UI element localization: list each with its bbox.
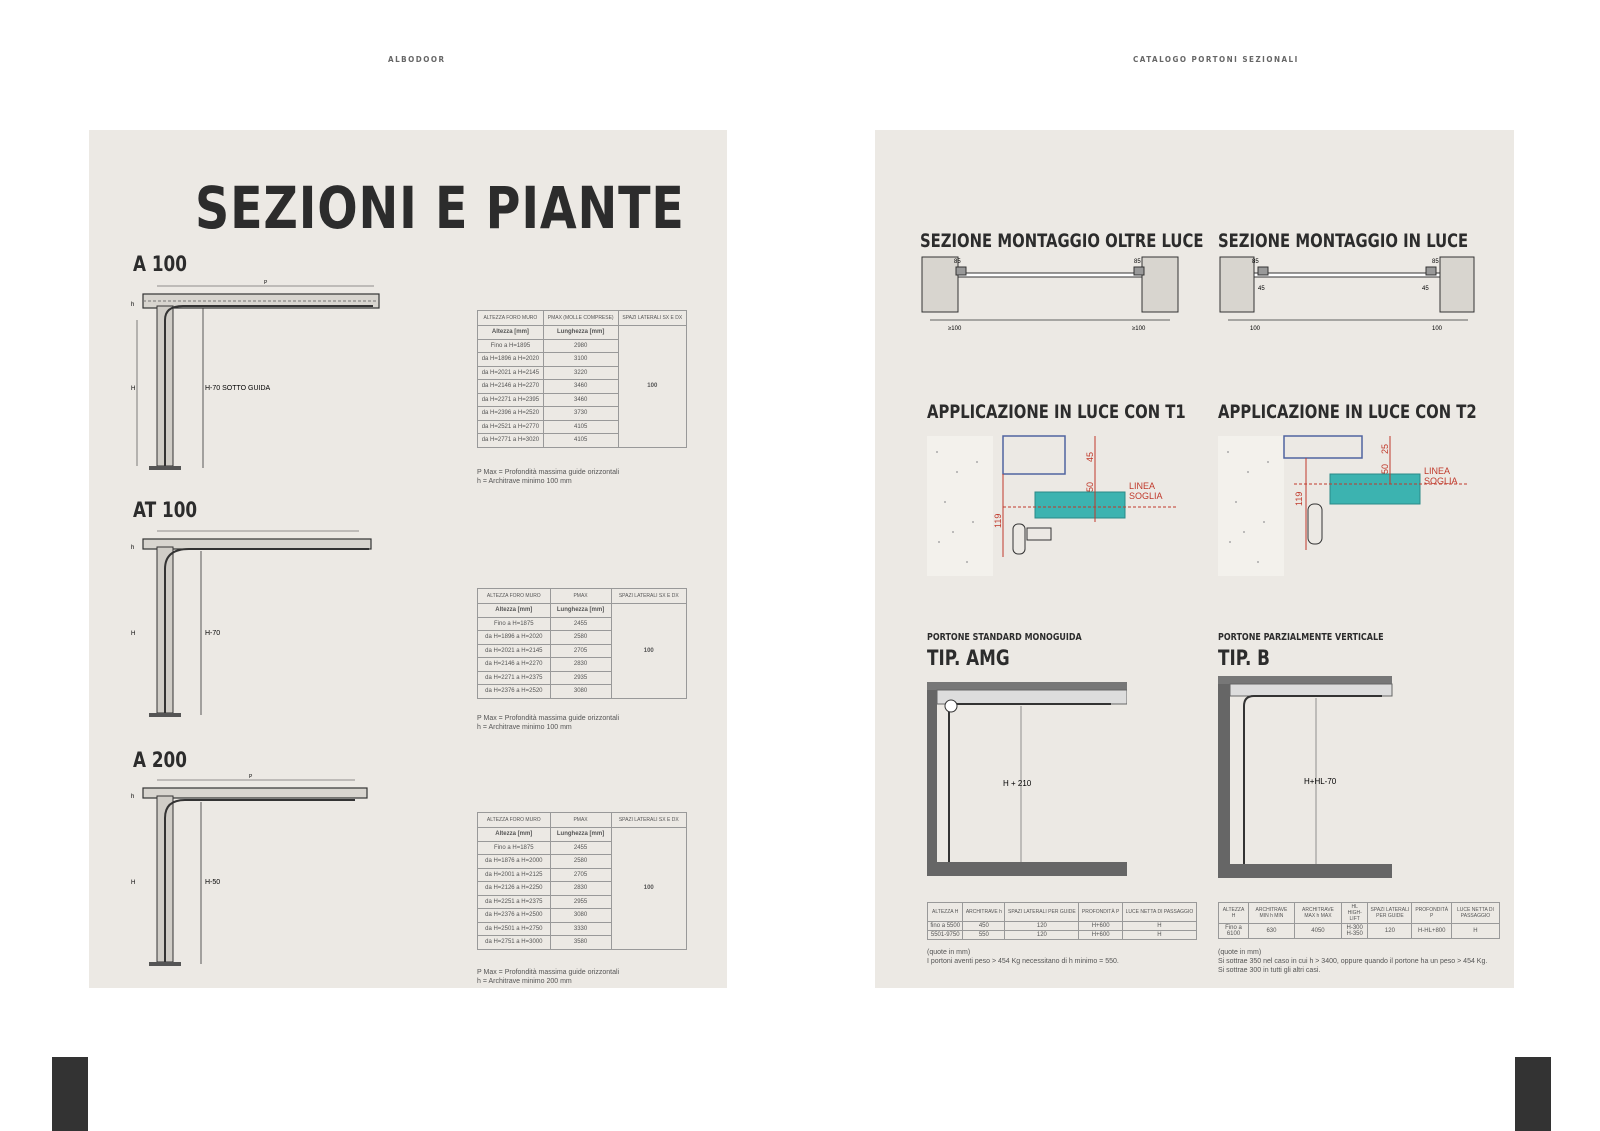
- svg-text:h: h: [131, 794, 135, 800]
- left-page-panel: [89, 130, 727, 988]
- svg-text:85: 85: [1432, 259, 1439, 265]
- h-label-tipb: H+HL-70: [1304, 777, 1337, 786]
- drawing-a100: [129, 280, 389, 480]
- header-brand: ALBODOOR: [388, 55, 446, 64]
- note-a200: P Max = Profondità massima guide orizzontali h = Architrave minimo 200 mm: [477, 969, 620, 985]
- page-tab-right: [1515, 1057, 1551, 1131]
- page-title: SEZIONI E PIANTE: [195, 174, 685, 242]
- h-label-amg: H + 210: [1003, 779, 1032, 788]
- h-label-at100: H-70: [205, 630, 221, 637]
- spec-table-a200: ALTEZZA FORO MURO PMAX SPAZI LATERALI SX E DX Altezza [mm] Lunghezza [mm] 100 Fino a H=1875 2455 da H=1876 a H=2000 2580 da H=2001 a H=2125 2705 da H=2126 a H=2250 2830 da H=2251 a H=2375 2955 da H=2376 a H=2500 3080 da H=2501 a H=2750 3330 da H=2751 a H=3000 3580: [477, 812, 687, 950]
- header-catalog: CATALOGO PORTONI SEZIONALI: [1133, 55, 1299, 64]
- svg-text:SOGLIA: SOGLIA: [1424, 476, 1458, 486]
- title-applicazione-t1: APPLICAZIONE IN LUCE CON T1: [927, 401, 1186, 423]
- section-title-a200: A 200: [133, 748, 187, 772]
- right-page-panel: [875, 130, 1514, 988]
- h-label-a100: H-70 SOTTO GUIDA: [205, 385, 271, 392]
- title-applicazione-t2: APPLICAZIONE IN LUCE CON T2: [1218, 401, 1477, 423]
- spec-table-a100: ALTEZZA FORO MURO PMAX (MOLLE COMPRESE) SPAZI LATERALI SX E DX Altezza [mm] Lunghezza [mm] 100 Fino a H=1895 2980 da H=1896 a H=2020 3100 da H=2021 a H=2145 3220 da H=2146 a H=2270 3460 da H=2271 a H=2395 3460 da H=2396 a H=2520 3730 da H=2521 a H=2770 4105 da H=2771 a H=3020 4105: [477, 310, 687, 448]
- svg-text:SOGLIA: SOGLIA: [1129, 491, 1163, 501]
- svg-text:h: h: [131, 545, 135, 551]
- table-tipb: ALTEZZA H ARCHITRAVE MIN h MIN ARCHITRAVE MAX h MAX HL HIGH-LIFT SPAZI LATERALI PER GUIDE PROFONDITÀ P LUCE NETTA DI PASSAGGIO Fino a 6100 630 4050 H-300 H-350 120 H-HL+800 H: [1218, 902, 1500, 939]
- h-label-a200: H-50: [205, 879, 221, 886]
- svg-text:119: 119: [993, 513, 1003, 528]
- section-title-a100: A 100: [133, 252, 187, 276]
- drawing-t1: [927, 432, 1187, 582]
- svg-text:45: 45: [1258, 286, 1265, 292]
- svg-text:H: H: [131, 386, 136, 392]
- drawing-at100: [129, 525, 389, 725]
- title-montaggio-oltre-luce: SEZIONE MONTAGGIO OLTRE LUCE: [920, 230, 1204, 252]
- svg-text:45: 45: [1422, 286, 1429, 292]
- drawing-t2: [1218, 432, 1478, 582]
- svg-text:100: 100: [1250, 326, 1261, 332]
- tip-b: TIP. B: [1218, 646, 1270, 670]
- svg-text:H: H: [131, 880, 136, 886]
- drawing-a200: [129, 774, 389, 974]
- svg-text:P: P: [264, 280, 268, 286]
- svg-text:85: 85: [954, 259, 961, 265]
- subtitle-tipb: PORTONE PARZIALMENTE VERTICALE: [1218, 632, 1384, 643]
- title-montaggio-in-luce: SEZIONE MONTAGGIO IN LUCE: [1218, 230, 1469, 252]
- svg-text:≥100: ≥100: [948, 326, 962, 332]
- svg-text:45: 45: [1085, 451, 1095, 462]
- note-tipb: (quote in mm) Si sottrae 350 nel caso in cui h > 3400, oppure quando il portone ha un peso > 454 Kg. Si sottrae 300 in tutti gli altri casi.: [1218, 949, 1488, 974]
- svg-text:50: 50: [1380, 463, 1390, 474]
- svg-text:H: H: [131, 631, 136, 637]
- note-amg: (quote in mm) I portoni aventi peso > 454 Kg necessitano di h minimo = 550.: [927, 949, 1119, 965]
- svg-text:119: 119: [1294, 491, 1304, 506]
- drawing-tipb: [1218, 676, 1398, 882]
- note-at100: P Max = Profondità massima guide orizzontali h = Architrave minimo 100 mm: [477, 715, 620, 731]
- drawing-amg: [927, 682, 1127, 880]
- svg-text:85: 85: [1134, 259, 1141, 265]
- svg-text:100: 100: [1432, 326, 1443, 332]
- tip-amg: TIP. AMG: [927, 646, 1010, 670]
- section-title-at100: AT 100: [133, 498, 198, 522]
- drawing-montaggio-in-luce: [1218, 255, 1478, 335]
- subtitle-amg: PORTONE STANDARD MONOGUIDA: [927, 632, 1082, 643]
- svg-text:25: 25: [1380, 443, 1390, 454]
- svg-text:≥100: ≥100: [1132, 326, 1146, 332]
- svg-text:P: P: [249, 774, 253, 780]
- drawing-montaggio-oltre-luce: [920, 255, 1180, 335]
- svg-text:85: 85: [1252, 259, 1259, 265]
- note-a100: P Max = Profondità massima guide orizzontali h = Architrave minimo 100 mm: [477, 469, 620, 485]
- svg-text:LINEA: LINEA: [1424, 466, 1451, 476]
- svg-text:h: h: [131, 302, 135, 308]
- svg-text:50: 50: [1085, 481, 1095, 492]
- page-tab-left: [52, 1057, 88, 1131]
- svg-text:LINEA: LINEA: [1129, 481, 1156, 491]
- spec-table-at100: ALTEZZA FORO MURO PMAX SPAZI LATERALI SX E DX Altezza [mm] Lunghezza [mm] 100 Fino a H=1875 2455 da H=1896 a H=2020 2580 da H=2021 a H=2145 2705 da H=2146 a H=2270 2830 da H=2271 a H=2375 2935 da H=2376 a H=2520 3080: [477, 588, 687, 699]
- table-amg: ALTEZZA H ARCHITRAVE h SPAZI LATERALI PER GUIDE PROFONDITÀ P LUCE NETTA DI PASSAGGIO fino a 5500 450 120 H+600 H 5501-9750 550 120 H+600 H: [927, 902, 1197, 940]
